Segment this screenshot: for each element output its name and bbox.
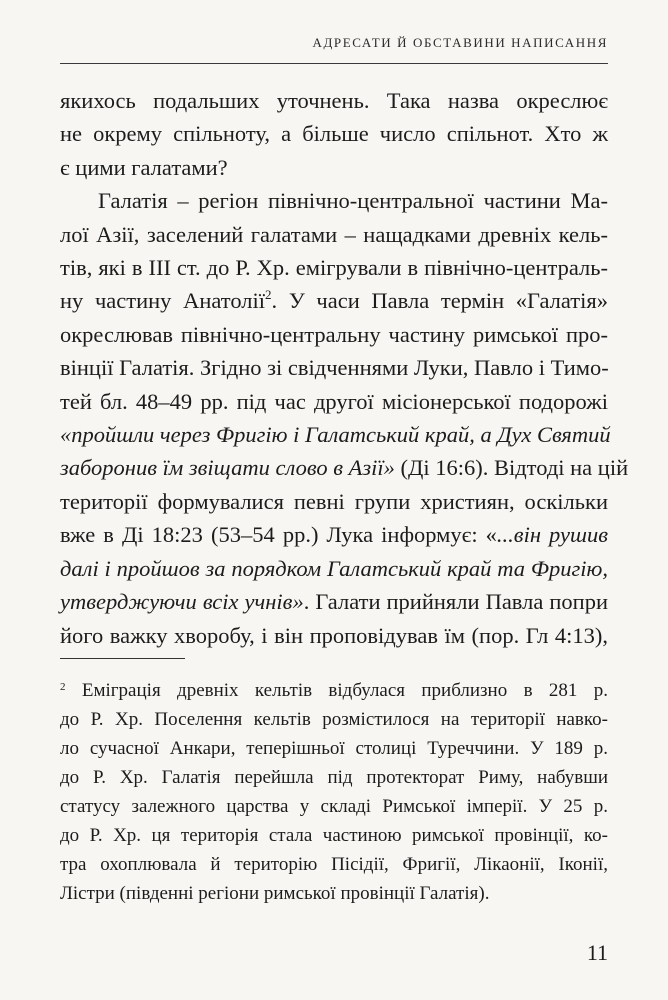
body-line-17: його важку хворобу, і він проповідував їм (пор. Гл 4:13), xyxy=(60,622,608,648)
body-line-11 xyxy=(60,418,611,451)
page-number: 11 xyxy=(586,940,608,965)
footnote-reference: 2 xyxy=(265,287,272,303)
footnote-line-4: до Р. Хр. Галатія перейшла під протекторат Риму, набувши xyxy=(60,767,608,788)
footnote-line-2: до Р. Хр. Поселення кельтів розмістилося на території навко- xyxy=(60,709,608,730)
quote-italic-5: утверджуючи всіх учнів» xyxy=(60,589,304,615)
body-line-7 xyxy=(60,284,608,317)
body-line-15 xyxy=(60,552,608,585)
footnote xyxy=(60,676,608,908)
body-line-6: тів, які в III ст. до Р. Хр. емігрували в північно-централь- xyxy=(60,255,608,281)
body-line-7-end: . У часи Павла термін «Галатія» xyxy=(271,288,608,314)
body-line-14-start: вже в Ді 18:23 (53–54 рр.) Лука інформує: « xyxy=(60,522,497,548)
quote-italic-1: «пройшли через Фригію і Галатський край, а Дух Святий xyxy=(60,422,611,448)
body-line-5: лої Азії, заселений галатами – нащадками древніх кель- xyxy=(60,221,608,247)
body-line-3: є цими галатами? xyxy=(60,154,228,180)
footnote-rule xyxy=(60,658,185,659)
body-line-10: тей бл. 48–49 рр. під час другої місіонерської подорожі xyxy=(60,388,608,414)
body-line-16 xyxy=(60,585,608,618)
body-line-13: території формувалися певні групи християн, оскільки xyxy=(60,488,608,514)
body-line-12-end: (Ді 16:6). Відтоді на цій xyxy=(394,455,629,481)
header-rule xyxy=(60,63,608,64)
footnote-line-3: ло сучасної Анкари, теперішньої столиці Туреччини. У 189 р. xyxy=(60,738,608,759)
body-line-12 xyxy=(60,451,629,484)
body-line-9: вінції Галатія. Згідно зі свідченнями Луки, Павло і Тимо- xyxy=(60,355,609,381)
footnote-line-6: до Р. Хр. ця територія стала частиною римської провінції, ко- xyxy=(60,825,608,846)
footnote-mark: 2 xyxy=(60,681,66,693)
quote-italic-3: ...він рушив xyxy=(496,522,609,548)
footnote-line-1-text: Еміграція древніх кельтів відбулася приблизно в 281 р. xyxy=(81,680,608,701)
body-line-14 xyxy=(60,518,608,551)
body-line-7-start: ну частину Анатолії xyxy=(60,288,266,314)
running-head: АДРЕСАТИ Й ОБСТАВИНИ НАПИСАННЯ xyxy=(312,35,608,50)
footnote-line-5: статусу залежного царства у складі Римської імперії. У 25 р. xyxy=(60,796,608,817)
quote-italic-4: далі і пройшов за порядком Галатський край та Фригію, xyxy=(60,555,608,581)
footnote-line-7: тра охоплювала й територію Пісідії, Фригії, Лікаонії, Іконії, xyxy=(60,854,608,875)
quote-italic-2: заборонив їм звіщати слово в Азії» xyxy=(60,455,395,481)
main-text xyxy=(60,84,629,652)
body-line-4: Галатія – регіон північно-центральної частини Ма- xyxy=(98,188,608,214)
body-line-8: окреслював північно-центральну частину римської про- xyxy=(60,321,608,347)
body-line-1: якихось подальших уточнень. Така назва окреслює xyxy=(60,88,608,113)
footnote-line-8: Лістри (південні регіони римської провінції Галатія). xyxy=(60,883,490,904)
body-line-16-end: . Галати прийняли Павла попри xyxy=(303,589,609,615)
footnote-line-1 xyxy=(60,676,608,705)
body-line-2: не окрему спільноту, а більше число спільнот. Хто ж xyxy=(60,121,608,147)
